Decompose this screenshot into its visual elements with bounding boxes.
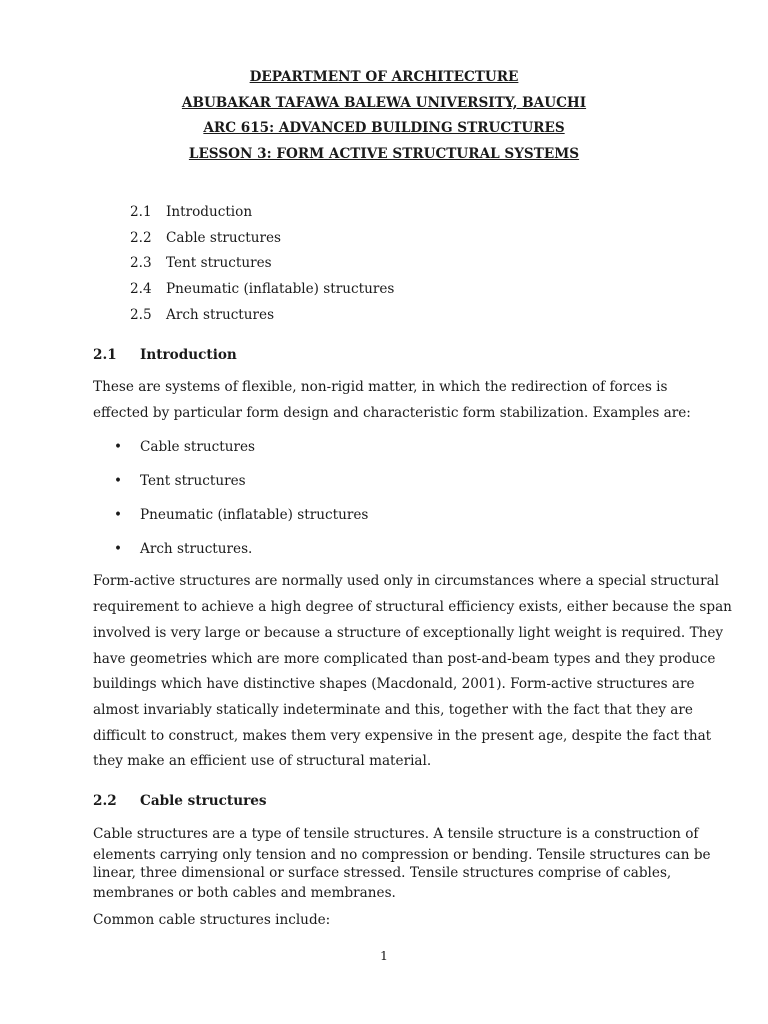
paragraph-line: they make an efficient use of structural material. [93, 753, 432, 769]
bullet-icon: • [114, 439, 123, 455]
paragraph-line: buildings which have distinctive shapes (Macdonald, 2001). Form-active structures are [93, 676, 695, 692]
bullet-icon: • [114, 473, 123, 489]
toc-item-label: Tent structures [166, 255, 272, 271]
section-title: Introduction [140, 347, 237, 363]
toc-item-number: 2.2 [130, 230, 152, 246]
department-heading: DEPARTMENT OF ARCHITECTURE [249, 69, 519, 85]
paragraph-line: Form-active structures are normally used only in circumstances where a special structural [93, 573, 720, 589]
paragraph-line: elements carrying only tension and no compression or bending. Tensile structures can be [93, 847, 711, 863]
paragraph-line: Cable structures are a type of tensile structures. A tensile structure is a construction of [93, 826, 699, 842]
bullet-icon: • [114, 507, 123, 523]
toc-item-number: 2.4 [130, 281, 152, 297]
bullet-icon: • [114, 541, 123, 557]
toc-item-label: Introduction [166, 204, 253, 220]
section-number: 2.2 [93, 793, 117, 809]
paragraph-line: difficult to construct, makes them very expensive in the present age, despite the fact that [93, 728, 712, 744]
course-heading: ARC 615: ADVANCED BUILDING STRUCTURES [203, 120, 565, 136]
university-heading: ABUBAKAR TAFAWA BALEWA UNIVERSITY, BAUCHI [181, 95, 587, 111]
paragraph-line: These are systems of flexible, non-rigid matter, in which the redirection of forces is [93, 379, 668, 395]
paragraph-line: requirement to achieve a high degree of structural efficiency exists, either because the span [93, 599, 732, 615]
lesson-heading: LESSON 3: FORM ACTIVE STRUCTURAL SYSTEMS [188, 146, 580, 162]
toc-item-label: Cable structures [166, 230, 281, 246]
paragraph-line: have geometries which are more complicated than post-and-beam types and they produce [93, 651, 716, 667]
list-item: Cable structures [140, 439, 255, 455]
list-item: Arch structures. [140, 541, 253, 557]
toc-item-number: 2.5 [130, 307, 152, 323]
paragraph-line: almost invariably statically indeterminate and this, together with the fact that they are [93, 702, 693, 718]
toc-item-number: 2.3 [130, 255, 152, 271]
toc-item-label: Arch structures [166, 307, 275, 323]
page-number: 1 [380, 948, 388, 963]
paragraph-line: involved is very large or because a structure of exceptionally light weight is required. They [93, 625, 724, 641]
section-title: Cable structures [140, 793, 267, 809]
list-item: Pneumatic (inflatable) structures [140, 507, 369, 523]
toc-item-number: 2.1 [130, 204, 152, 220]
list-item: Tent structures [140, 473, 246, 489]
section-number: 2.1 [93, 347, 117, 363]
paragraph-line: linear, three dimensional or surface stressed. Tensile structures comprise of cables, [93, 865, 672, 881]
toc-item-label: Pneumatic (inflatable) structures [166, 281, 395, 297]
paragraph-line: membranes or both cables and membranes. [93, 885, 396, 901]
paragraph-line: Common cable structures include: [93, 912, 331, 928]
paragraph-line: effected by particular form design and characteristic form stabilization. Examples are: [93, 405, 691, 421]
